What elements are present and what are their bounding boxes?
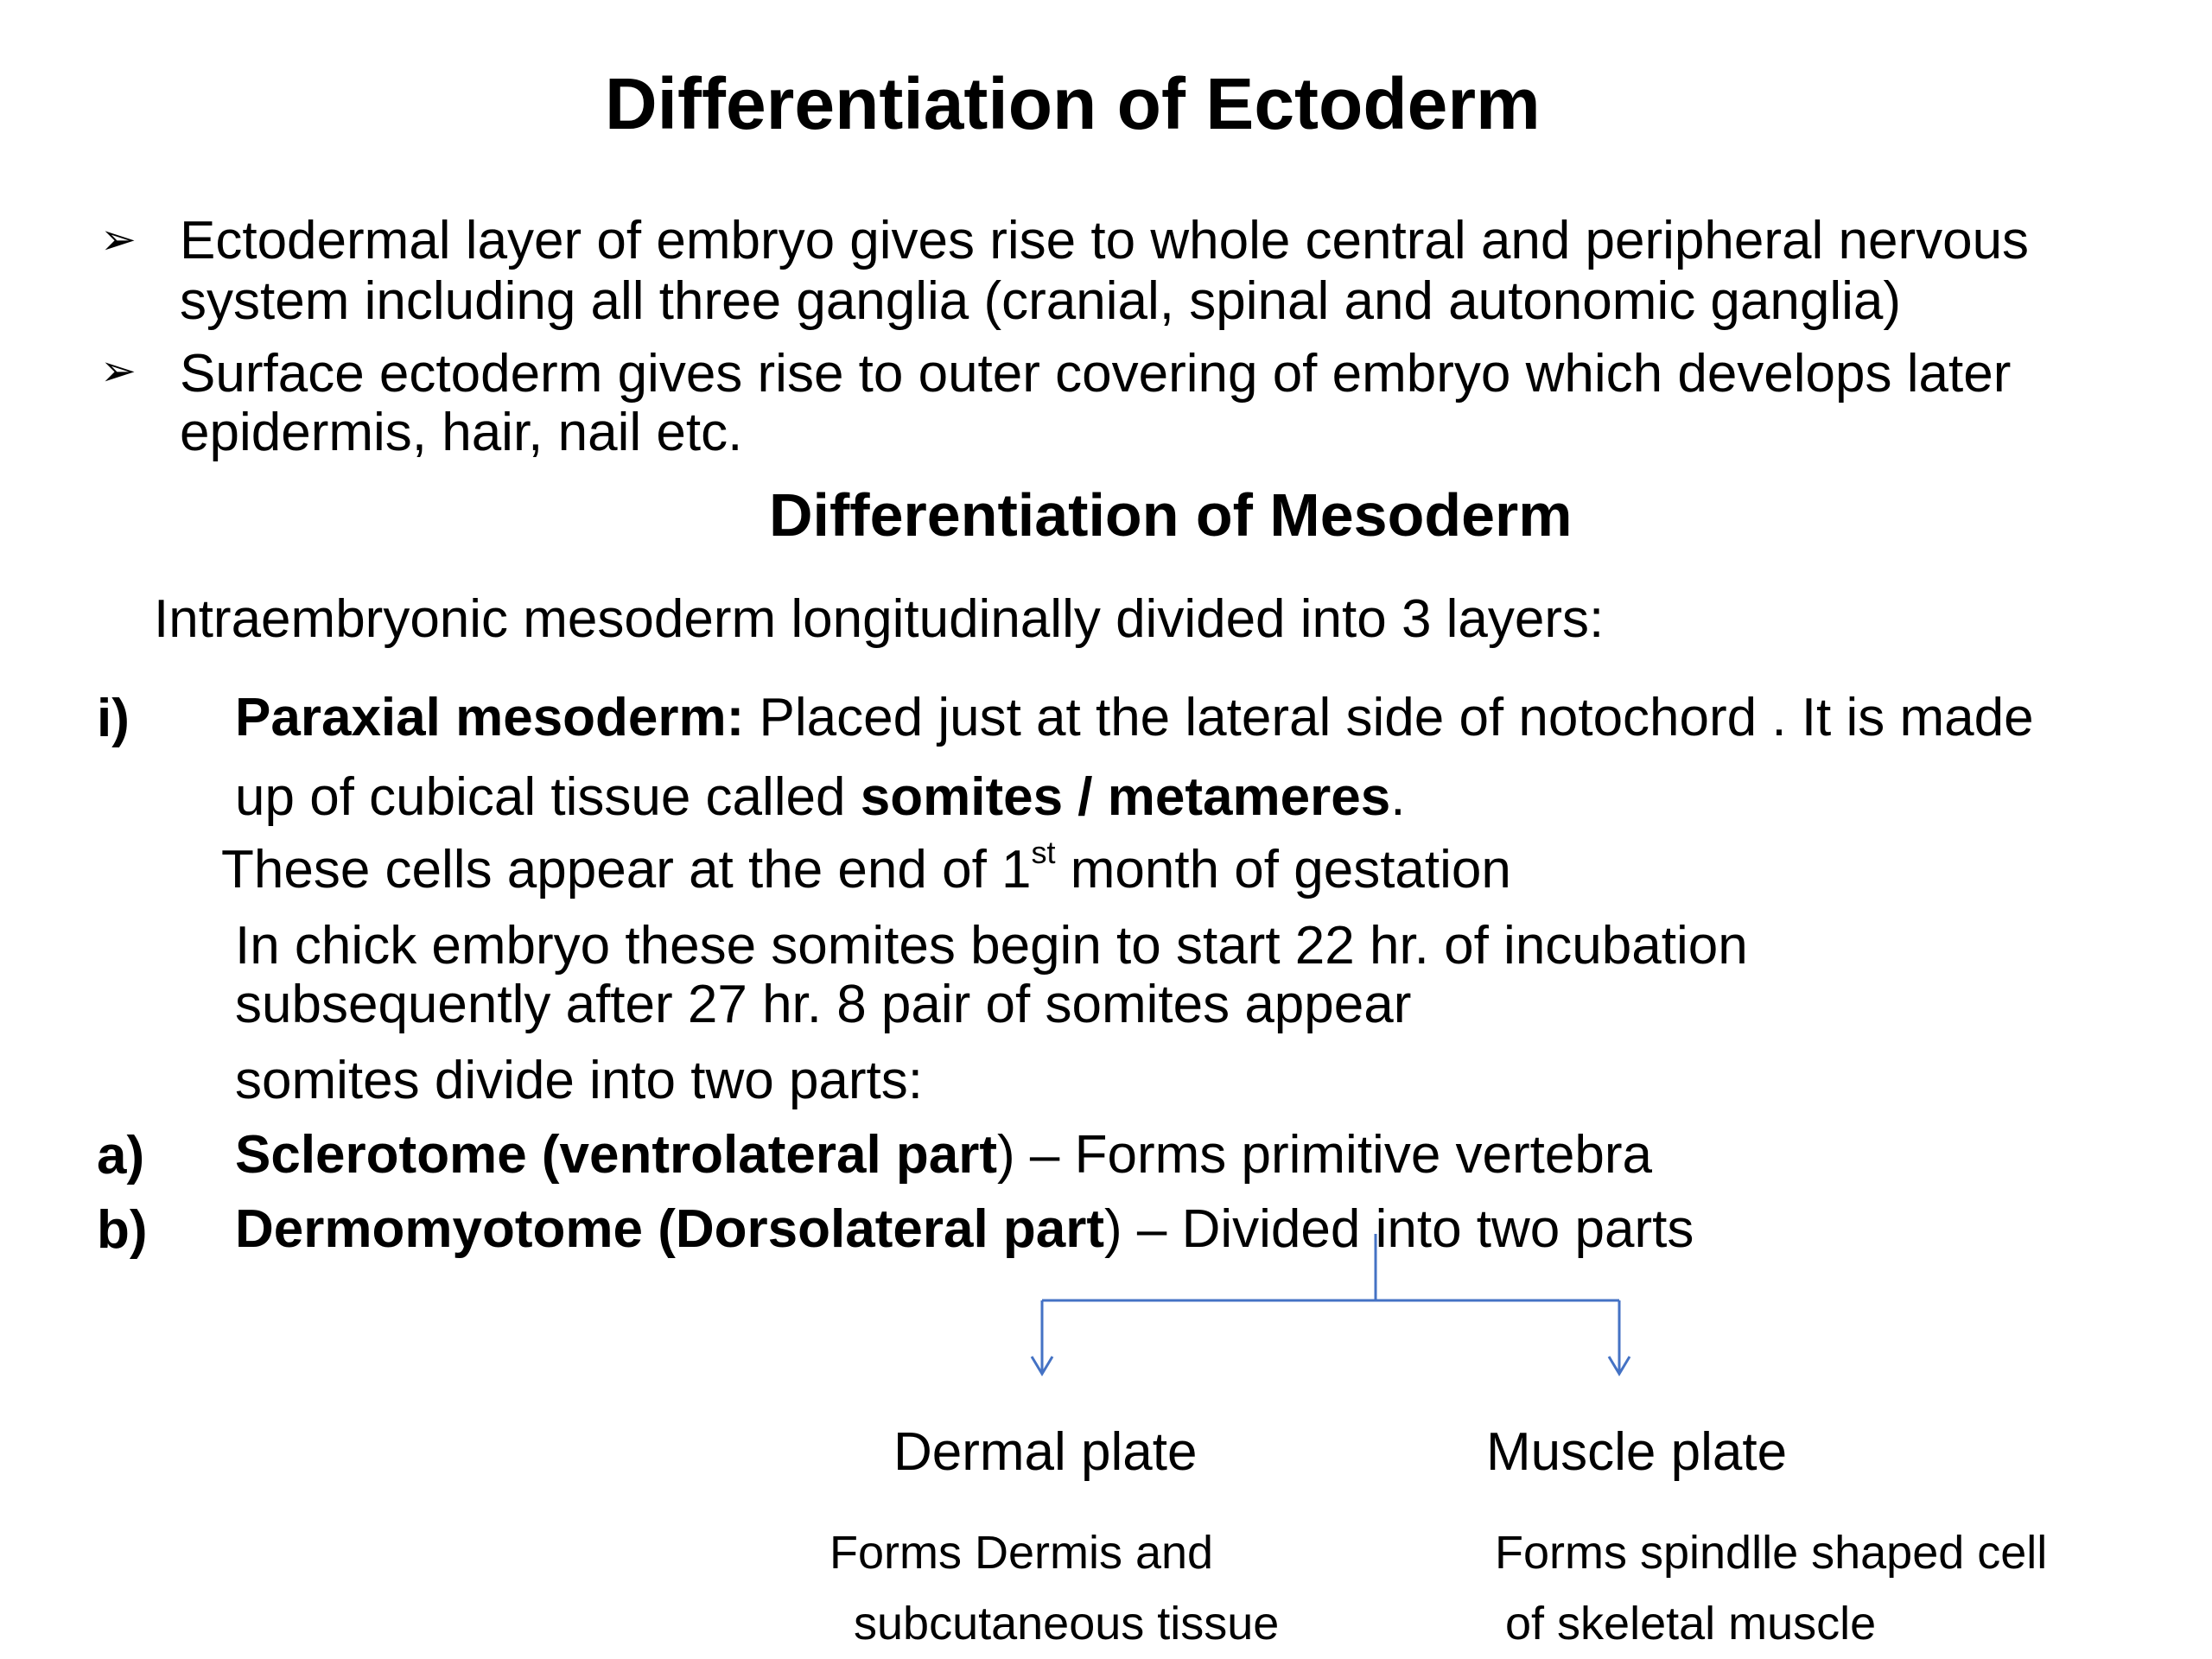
dermomyotome-term: Dermomyotome (Dorsolateral part: [235, 1199, 1105, 1259]
ectoderm-bullet-2-line-1: Surface ectoderm gives rise to outer covering of embryo which develops later: [180, 344, 2012, 404]
chick-embryo-line-1: In chick embryo these somites begin to start 22 hr. of incubation: [235, 916, 1748, 976]
page-title-ectoderm: Differentiation of Ectoderm: [605, 63, 1541, 144]
paraxial-term: Paraxial mesoderm:: [235, 688, 745, 747]
list-marker-b: b): [97, 1200, 148, 1260]
list-marker-a: a): [97, 1126, 145, 1185]
paraxial-line-2-end: .: [1390, 767, 1406, 827]
somites-divide-text: somites divide into two parts:: [235, 1051, 924, 1110]
mesoderm-intro: Intraembryonic mesoderm longitudinally divided into 3 layers:: [154, 589, 1605, 649]
branch-connector: [1032, 1234, 1630, 1374]
muscle-plate-desc-line-1: Forms spindlle shaped cell: [1495, 1527, 2048, 1579]
dermal-plate-desc-line-1: Forms Dermis and: [830, 1527, 1214, 1579]
ectoderm-bullet-1-line-1: Ectodermal layer of embryo gives rise to whole central and peripheral nervous: [180, 211, 2030, 270]
paraxial-line-2-text: up of cubical tissue called: [235, 767, 861, 827]
dermal-plate-label: Dermal plate: [893, 1422, 1198, 1482]
arrowhead-bullet-icon: ➢: [100, 215, 137, 264]
cells-appear-end: month of gestation: [1055, 840, 1511, 899]
muscle-plate-label: Muscle plate: [1486, 1422, 1788, 1482]
sclerotome-term: Sclerotome (ventrolateral part: [235, 1125, 998, 1185]
dermal-plate-desc-line-2: subcutaneous tissue: [854, 1598, 1280, 1649]
somites-term: somites / metameres: [860, 767, 1391, 827]
cells-appear-start: These cells appear at the end of 1: [221, 840, 1032, 899]
ectoderm-bullet-2-line-2: epidermis, hair, nail etc.: [180, 403, 743, 462]
chick-embryo-line-2: subsequently after 27 hr. 8 pair of somites appear: [235, 975, 1412, 1034]
ectoderm-bullet-1-line-2: system including all three ganglia (cranial, spinal and autonomic ganglia): [180, 271, 1902, 331]
sclerotome-description: ) – Forms primitive vertebra: [997, 1125, 1652, 1185]
paraxial-description: Placed just at the lateral side of notochord . It is made: [744, 688, 2034, 747]
dermomyotome-description: ) – Divided into two parts: [1104, 1199, 1694, 1259]
muscle-plate-desc-line-2: of skeletal muscle: [1505, 1598, 1877, 1649]
arrowhead-bullet-icon: ➢: [100, 346, 137, 395]
ordinal-suffix: st: [1031, 835, 1056, 870]
list-marker-i: i): [97, 689, 130, 748]
section-title-mesoderm: Differentiation of Mesoderm: [769, 481, 1573, 549]
